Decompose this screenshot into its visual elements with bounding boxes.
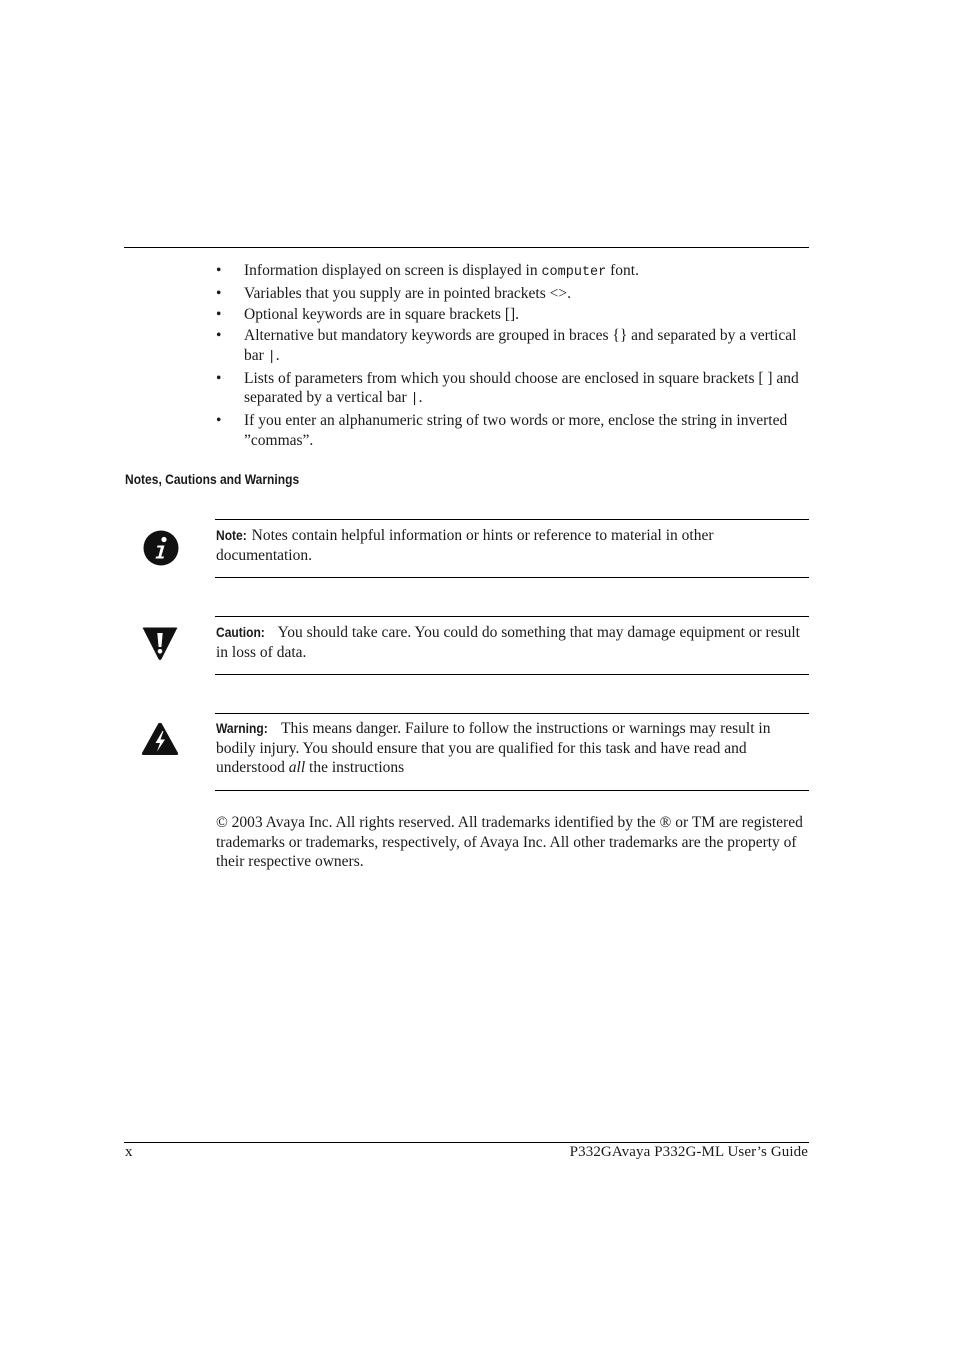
bullet-symbol: • (216, 306, 222, 323)
section-heading: Notes, Cautions and Warnings (125, 471, 300, 487)
code-sample: | (267, 349, 276, 365)
warning-top-rule (215, 713, 809, 714)
caution-label: Caution: (216, 624, 265, 640)
warning-block (216, 719, 809, 778)
note-text: Notes contain helpful information or hints or reference to material in other documentation. (216, 527, 714, 564)
list-item: • Information displayed on screen is displayed in computer font. (216, 262, 639, 280)
caution-icon (141, 626, 179, 667)
warning-icon (141, 722, 179, 761)
caution-bottom-rule (215, 674, 809, 675)
list-item: • If you enter an alphanumeric string of two words or more, enclose the string in inverted ”commas”. (216, 412, 788, 449)
warning-label: Warning: (216, 720, 268, 736)
bullet-symbol: • (216, 412, 222, 429)
conventions-list (216, 261, 812, 452)
bullet-symbol: • (216, 285, 222, 302)
bullet-symbol: • (216, 262, 222, 279)
list-item: • Lists of parameters from which you should choose are enclosed in square brackets [ ] and separated by a vertical bar |. (216, 369, 799, 407)
caution-text: You should take care. You could do something that may damage equipment or result in loss of data. (216, 624, 800, 661)
footer-rule (124, 1142, 809, 1143)
warning-text: This means danger. Failure to follow the instructions or warnings may result in bodily injury. You should ensure that you are qualified for this task and have read and understood all the instructions (216, 720, 771, 776)
note-top-rule (215, 519, 809, 520)
top-rule (124, 247, 809, 248)
caution-block (216, 623, 809, 662)
note-block (216, 526, 809, 565)
list-item: • Alternative but mandatory keywords are grouped in braces {} and separated by a vertical bar |. (216, 327, 797, 365)
warning-emphasis: all (288, 759, 306, 776)
bullet-symbol: • (216, 327, 222, 344)
copyright-notice: © 2003 Avaya Inc. All rights reserved. All trademarks identified by the ® or TM are registered trademarks or trademarks, respectively, of Avaya Inc. All other trademarks are the property of their respective owners. (216, 814, 803, 870)
warning-bottom-rule (215, 790, 809, 791)
code-sample: computer (541, 265, 607, 280)
code-sample: | (410, 392, 419, 407)
list-item: • Variables that you supply are in pointed brackets <>. (216, 285, 571, 302)
list-item: • Optional keywords are in square brackets []. (216, 306, 520, 323)
bullet-symbol: • (216, 369, 222, 387)
page-number: x (125, 1144, 133, 1160)
note-label: Note: (216, 527, 247, 543)
guide-title: P332GAvaya P332G-ML User’s Guide (569, 1144, 808, 1160)
info-icon (143, 530, 179, 571)
caution-top-rule (215, 616, 809, 617)
note-bottom-rule (215, 577, 809, 578)
